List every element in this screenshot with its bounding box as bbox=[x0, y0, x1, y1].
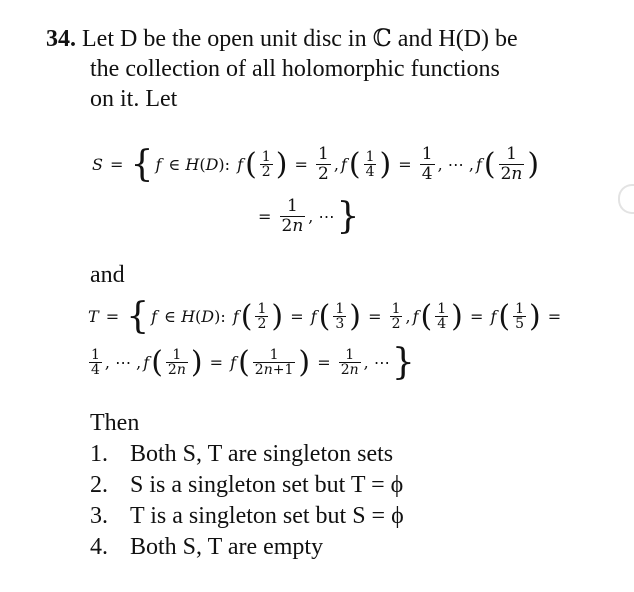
fraction: $\frac{1}{4}$ bbox=[365, 149, 375, 180]
option-label: 4. bbox=[90, 534, 108, 560]
option-2 bbox=[90, 470, 403, 500]
fraction: $\frac{1}{5}$ bbox=[515, 301, 524, 332]
connector-and: and bbox=[90, 262, 125, 288]
fraction: $\frac{1}{3}$ bbox=[335, 301, 345, 332]
math-f: f bbox=[155, 155, 162, 174]
option-label: 2. bbox=[90, 472, 108, 498]
set-t-line-1: T = { f ∈ H(D): f ( $\frac{1}{2}$ ) = f ( $\frac{1}{3}$ ) = $\frac{1}{2}$ , f ( $\frac{1}{4}$ ) = f ( $\frac{1}{5}$ ) = bbox=[88, 296, 562, 337]
right-brace: } bbox=[391, 342, 415, 383]
fraction: $\frac{1}{2n}$ bbox=[281, 196, 304, 236]
edge-cursor-icon bbox=[618, 184, 634, 214]
option-text: S is a singleton set but T = ϕ bbox=[130, 472, 404, 498]
set-s-line-2: = $\frac{1}{2n}$ , ⋯ } bbox=[258, 196, 360, 237]
fraction: $\frac{1}{2}$ bbox=[318, 144, 329, 184]
question-number: 34. bbox=[46, 26, 76, 52]
set-s-symbol: S bbox=[92, 155, 103, 174]
set-t-definition bbox=[88, 296, 561, 337]
fraction: $\frac{1}{2}$ bbox=[391, 301, 401, 332]
math-element-of: ∈ H(D): bbox=[163, 155, 236, 174]
math-f: f bbox=[237, 155, 244, 174]
fraction: $\frac{1}{2}$ bbox=[257, 301, 267, 332]
fraction: $\frac{1}{2}$ bbox=[261, 149, 271, 180]
right-brace: } bbox=[336, 196, 360, 237]
option-text: Both S, T are singleton sets bbox=[130, 441, 394, 467]
fraction: $\frac{1}{2n}$ bbox=[167, 347, 186, 378]
fraction: $\frac{1}{2n+1}$ bbox=[254, 347, 294, 378]
option-label: 3. bbox=[90, 503, 108, 529]
set-t-line-2: $\frac{1}{4}$ , ⋯ , f ( $\frac{1}{2n}$ ) = f ( $\frac{1}{2n+1}$ ) = $\frac{1}{2n}$ , ⋯ } bbox=[91, 342, 415, 383]
question-text-line-3: on it. Let bbox=[90, 86, 178, 112]
option-text: Both S, T are empty bbox=[130, 534, 324, 560]
set-s-line-1: S = { f ∈ H(D): f ( $\frac{1}{2}$ ) = $\frac{1}{2}$ , f ( $\frac{1}{4}$ ) = $\frac{1}{4}$ , ⋯ , f ( $\frac{1}{2n}$ ) bbox=[92, 144, 540, 185]
option-1 bbox=[90, 439, 393, 469]
fraction: $\frac{1}{2n}$ bbox=[340, 347, 359, 378]
question-text-line-2: the collection of all holomorphic functions bbox=[90, 56, 500, 82]
set-s-definition bbox=[92, 144, 539, 185]
question-line-1 bbox=[46, 24, 518, 54]
then-label: Then bbox=[90, 410, 140, 436]
fraction: $\frac{1}{4}$ bbox=[91, 347, 100, 378]
fraction: $\frac{1}{2n}$ bbox=[500, 144, 523, 184]
fraction: $\frac{1}{4}$ bbox=[437, 301, 447, 332]
question-text-line-1: Let D be the open unit disc in ℂ and H(D) be bbox=[82, 26, 518, 52]
option-label: 1. bbox=[90, 441, 108, 467]
left-brace: { bbox=[126, 296, 150, 337]
fraction: $\frac{1}{4}$ bbox=[421, 144, 433, 184]
option-3 bbox=[90, 501, 404, 531]
math-equals: = bbox=[104, 155, 129, 174]
left-brace: { bbox=[130, 144, 154, 185]
option-4 bbox=[90, 532, 323, 562]
option-text: T is a singleton set but S = ϕ bbox=[130, 503, 404, 529]
set-t-symbol: T bbox=[88, 307, 99, 326]
